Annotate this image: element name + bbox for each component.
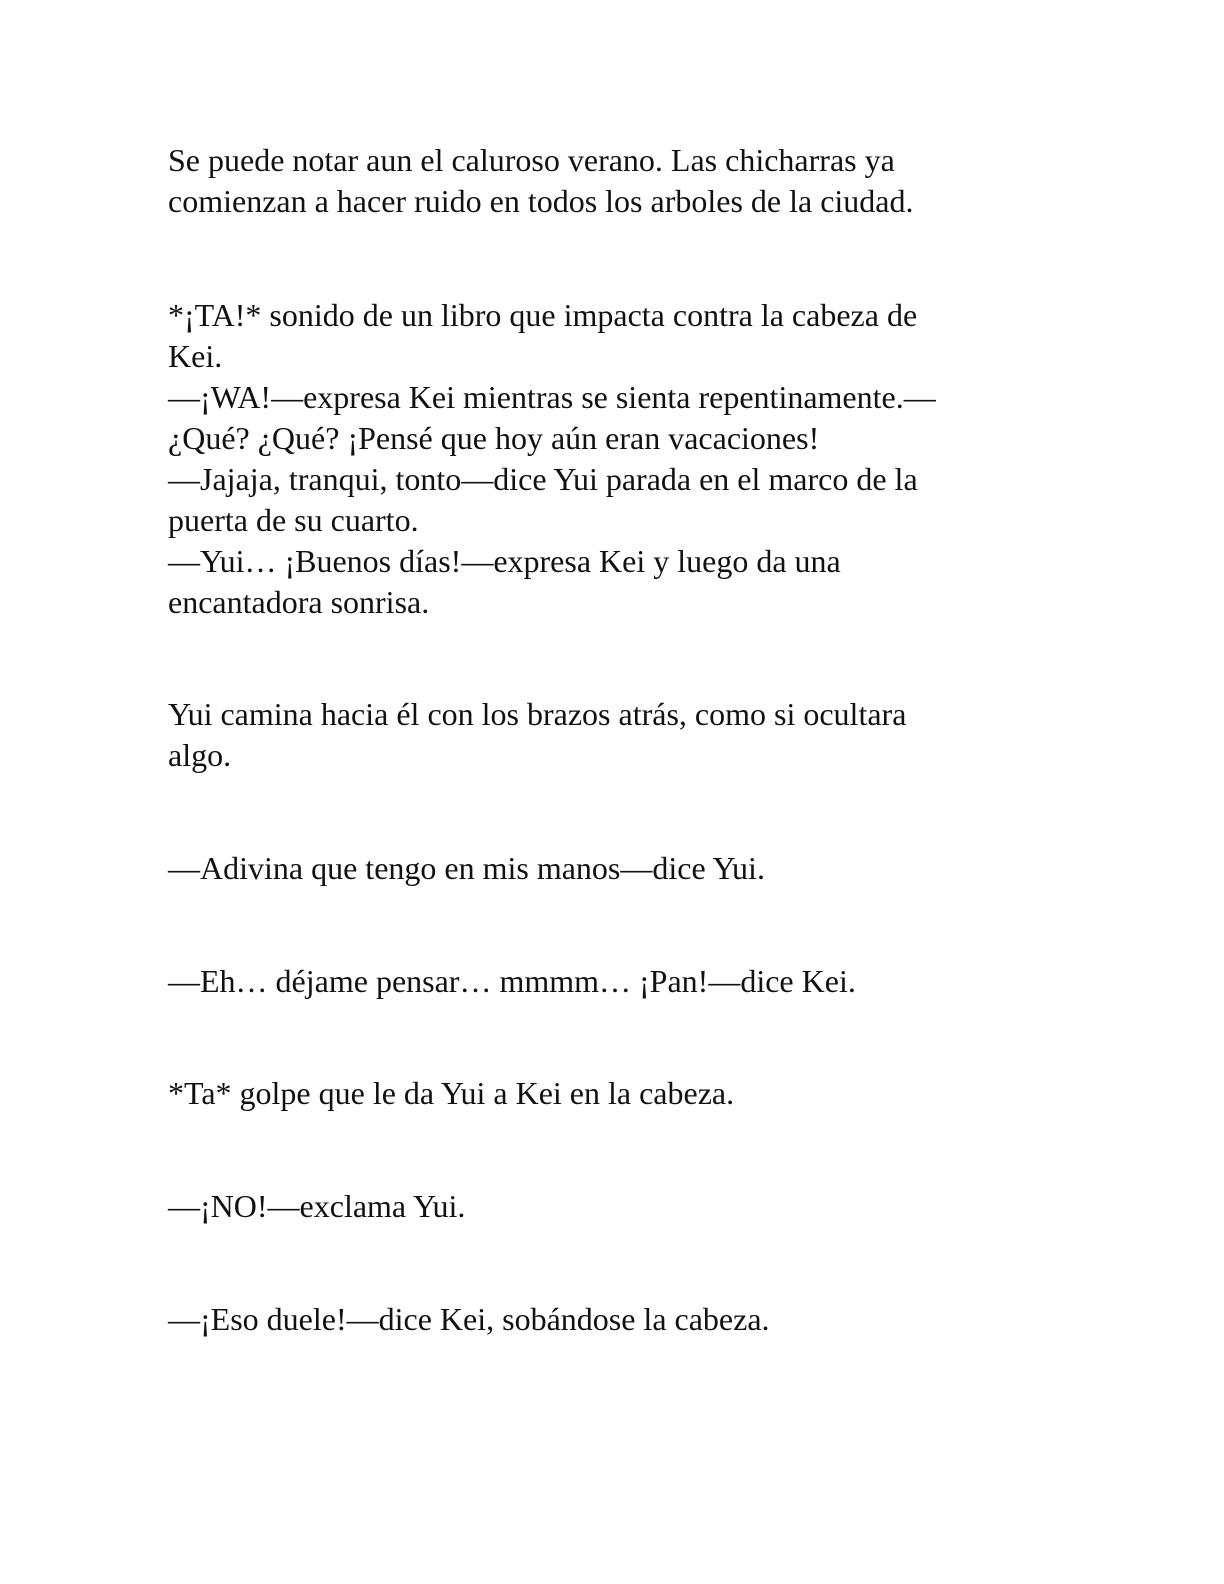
text-line: —¡WA!—expresa Kei mientras se sienta repentinamente.—	[168, 379, 936, 415]
text-line: —Adivina que tengo en mis manos—dice Yui.	[168, 850, 765, 886]
text-line: —Eh… déjame pensar… mmmm… ¡Pan!—dice Kei.	[168, 963, 856, 999]
text-line: comienzan a hacer ruido en todos los arboles de la ciudad.	[168, 183, 914, 219]
paragraph-guess-question	[168, 848, 1048, 889]
paragraph-yui-walks	[168, 694, 1048, 776]
paragraph-kei-complains	[168, 1299, 1048, 1340]
paragraph-yui-exclaims	[168, 1186, 1048, 1227]
text-line: *¡TA!* sonido de un libro que impacta contra la cabeza de	[168, 297, 918, 333]
paragraph-guess-answer	[168, 961, 1048, 1002]
text-line: —¡Eso duele!—dice Kei, sobándose la cabeza.	[168, 1301, 770, 1337]
text-line: *Ta* golpe que le da Yui a Kei en la cabeza.	[168, 1075, 735, 1111]
text-line: —Yui… ¡Buenos días!—expresa Kei y luego da una	[168, 543, 841, 579]
text-line: algo.	[168, 737, 232, 773]
text-line: —Jajaja, tranqui, tonto—dice Yui parada en el marco de la	[168, 461, 918, 497]
text-line: Se puede notar aun el caluroso verano. Las chicharras ya	[168, 142, 895, 178]
text-line: puerta de su cuarto.	[168, 502, 419, 538]
text-line: ¿Qué? ¿Qué? ¡Pensé que hoy aún eran vacaciones!	[168, 420, 820, 456]
paragraph-book-hit-dialogue	[168, 295, 1048, 623]
paragraph-hit-sound	[168, 1073, 1048, 1114]
text-line: encantadora sonrisa.	[168, 584, 430, 620]
text-line: Kei.	[168, 338, 223, 374]
paragraph-summer-intro	[168, 140, 1048, 222]
text-line: Yui camina hacia él con los brazos atrás, como si ocultara	[168, 696, 907, 732]
text-line: —¡NO!—exclama Yui.	[168, 1188, 466, 1224]
